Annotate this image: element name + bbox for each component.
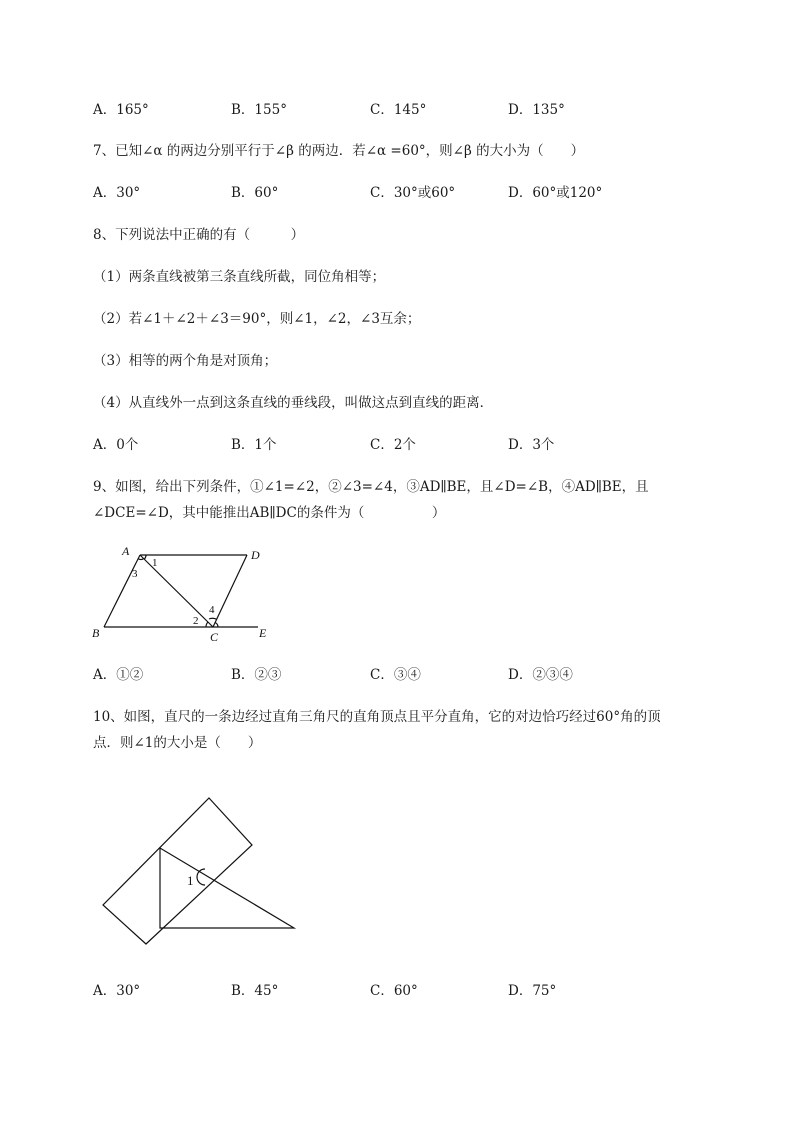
q8-statement-3: （3）相等的两个角是对顶角； [93, 353, 278, 369]
q7-option-d[interactable]: D．60°或120° [508, 185, 603, 201]
q9-angle-label-1: 1 [152, 557, 158, 569]
q9-option-d[interactable]: D．②③④ [508, 667, 573, 683]
q9-stem-line2: ∠DCE=∠D，其中能推出AB∥DC的条件为（ ） [93, 505, 446, 521]
q10-option-c[interactable]: C．60° [370, 983, 418, 999]
q9-segment-dc [213, 555, 247, 627]
q8-option-a[interactable]: A．0个 [93, 437, 139, 453]
q9-angle-arc-2 [206, 622, 208, 627]
q10-stem-line2: 点．则∠1的大小是（ ） [93, 735, 262, 751]
q6-option-a[interactable]: A．165° [93, 102, 149, 118]
q9-figure [85, 538, 285, 646]
q8-option-b[interactable]: B．1个 [231, 437, 277, 453]
q9-angle-arc-3 [138, 558, 143, 559]
q8-statement-2: （2）若∠1＋∠2＋∠3＝90°，则∠1，∠2，∠3互余； [93, 311, 421, 327]
q9-option-b[interactable]: B．②③ [231, 667, 282, 683]
q6-option-b[interactable]: B．155° [231, 102, 287, 118]
q9-label-c: C [210, 630, 219, 644]
q8-stem: 8、下列说法中正确的有（ ） [93, 227, 305, 243]
q9-angle-arc-4 [209, 618, 217, 619]
q9-label-d: D [251, 548, 260, 562]
q7-stem: 7、已知∠α 的两边分别平行于∠β 的两边．若∠α =60°，则∠β 的大小为（ ） [93, 143, 585, 159]
q7-option-b[interactable]: B．60° [231, 185, 279, 201]
q9-stem-line1: 9、如图，给出下列条件，①∠1=∠2，②∠3=∠4，③AD∥BE，且∠D=∠B，④AD∥BE，且 [93, 479, 649, 495]
q9-label-e: E [259, 626, 267, 640]
q8-option-c[interactable]: C．2个 [370, 437, 416, 453]
q9-segment-ab [104, 555, 140, 627]
q9-angle-arc-1 [144, 555, 146, 559]
q8-option-d[interactable]: D．3个 [508, 437, 555, 453]
q10-stem-line1: 10、如图，直尺的一条边经过直角三角尺的直角顶点且平分直角，它的对边恰巧经过60°角的顶 [93, 709, 661, 725]
q6-option-d[interactable]: D．135° [508, 102, 565, 118]
q9-angle-label-4: 4 [209, 604, 215, 616]
q9-option-a[interactable]: A．①② [93, 667, 144, 683]
q9-label-a: A [122, 544, 130, 558]
q10-option-d[interactable]: D．75° [508, 983, 557, 999]
q8-statement-1: （1）两条直线被第三条直线所截，同位角相等； [93, 269, 386, 285]
q10-option-a[interactable]: A．30° [93, 983, 141, 999]
q10-triangle [160, 848, 294, 928]
q6-option-c[interactable]: C．145° [370, 102, 427, 118]
q10-ruler [103, 798, 252, 944]
q9-segment-ac [140, 555, 213, 627]
q9-angle-label-2: 2 [193, 615, 199, 627]
q7-option-c[interactable]: C．30°或60° [370, 185, 456, 201]
q10-angle-label-1: 1 [187, 873, 194, 888]
q8-statement-4: （4）从直线外一点到这条直线的垂线段，叫做这点到直线的距离． [93, 395, 494, 411]
q10-figure [95, 790, 305, 950]
q7-option-a[interactable]: A．30° [93, 185, 141, 201]
q9-option-c[interactable]: C．③④ [370, 667, 421, 683]
q9-angle-label-3: 3 [132, 568, 138, 580]
q9-label-b: B [92, 626, 100, 640]
q10-option-b[interactable]: B．45° [231, 983, 279, 999]
q9-angle-arc-dce [215, 623, 218, 628]
